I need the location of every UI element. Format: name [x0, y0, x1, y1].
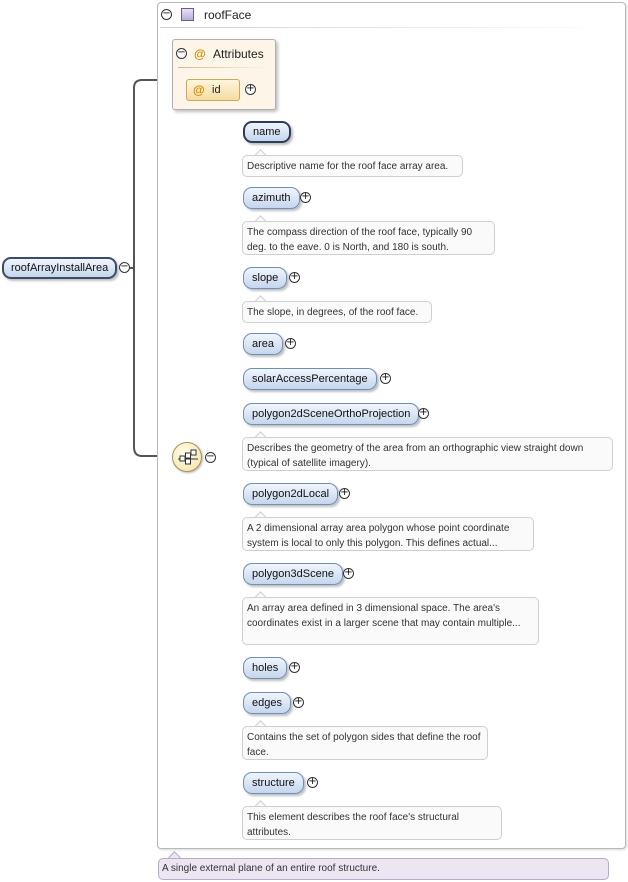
at-sign-icon: @ — [194, 47, 206, 61]
element-structure[interactable]: structure — [243, 772, 304, 794]
complex-type-collapse-icon[interactable]: − — [162, 8, 171, 19]
element-slope-expand-icon[interactable]: + — [290, 271, 299, 282]
element-holes[interactable]: holes — [243, 657, 287, 679]
element-edges-expand-icon[interactable]: + — [294, 696, 303, 707]
element-structure-expand-icon[interactable]: + — [308, 776, 317, 787]
element-area[interactable]: area — [243, 333, 283, 355]
root-collapse-icon[interactable]: − — [120, 261, 129, 272]
element-solarAccessPercentage-expand-icon[interactable]: + — [381, 372, 390, 383]
root-element-roofArrayInstallArea[interactable]: roofArrayInstallArea — [2, 257, 117, 279]
element-polygon2dLocal-expand-icon[interactable]: + — [340, 487, 349, 498]
complex-type-name: roofFace — [204, 8, 252, 22]
element-holes-expand-icon[interactable]: + — [290, 661, 299, 672]
element-polygon3dScene-doc: An array area defined in 3 dimensional space. The area's coordinates exist in a larger scene that may contain multiple... — [242, 597, 539, 645]
element-edges[interactable]: edges — [243, 692, 291, 714]
sequence-collapse-icon[interactable]: − — [206, 451, 215, 462]
attributes-divider — [178, 67, 268, 68]
element-polygon2dLocal[interactable]: polygon2dLocal — [243, 483, 338, 505]
element-azimuth[interactable]: azimuth — [243, 187, 300, 209]
element-slope-doc: The slope, in degrees, of the roof face. — [242, 301, 432, 323]
element-azimuth-doc: The compass direction of the roof face, typically 90 deg. to the eave. 0 is North, and 180 is south. — [242, 221, 495, 255]
frame-title-divider — [160, 27, 620, 28]
attribute-at-sign-icon: @ — [193, 83, 205, 97]
element-polygon3dScene[interactable]: polygon3dScene — [243, 563, 343, 585]
element-name-doc: Descriptive name for the roof face array area. — [242, 155, 463, 177]
element-azimuth-expand-icon[interactable]: + — [301, 191, 310, 202]
element-slope[interactable]: slope — [243, 267, 287, 289]
element-structure-doc: This element describes the roof face's structural attributes. — [242, 806, 502, 840]
element-name[interactable]: name — [243, 121, 291, 143]
complex-type-frame — [157, 2, 626, 849]
element-polygon2dLocal-doc: A 2 dimensional array area polygon whose point coordinate system is local to only this polygon. This defines actual... — [242, 517, 534, 551]
element-edges-doc: Contains the set of polygon sides that define the roof face. — [242, 726, 488, 760]
element-polygon2dSceneOrthoProjection[interactable]: polygon2dSceneOrthoProjection — [243, 403, 419, 425]
element-solarAccessPercentage[interactable]: solarAccessPercentage — [243, 368, 377, 390]
attributes-title: Attributes — [213, 47, 264, 61]
element-area-expand-icon[interactable]: + — [286, 337, 295, 348]
element-polygon2dSceneOrthoProjection-expand-icon[interactable]: + — [419, 407, 428, 418]
sequence-compositor-icon[interactable] — [172, 442, 202, 472]
attribute-id-label: id — [212, 84, 221, 96]
attribute-id-expand-icon[interactable]: + — [246, 83, 255, 94]
complex-type-doc: A single external plane of an entire roof structure. — [158, 858, 609, 880]
sequence-glyph — [173, 443, 203, 473]
element-polygon2dSceneOrthoProjection-doc: Describes the geometry of the area from an orthographic view straight down (typical of satellite imagery). — [242, 437, 613, 471]
complex-type-icon — [181, 8, 194, 21]
attributes-collapse-icon[interactable]: − — [177, 47, 186, 58]
element-polygon3dScene-expand-icon[interactable]: + — [344, 567, 353, 578]
